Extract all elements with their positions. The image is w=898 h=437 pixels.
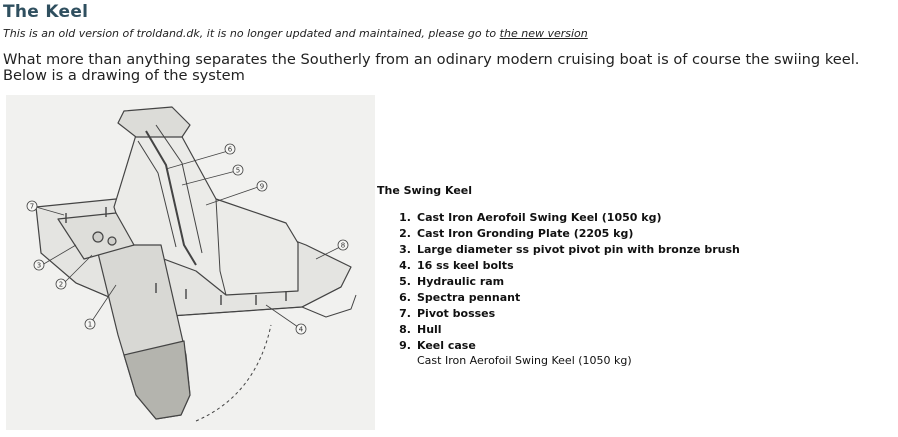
item-label: Hydraulic ram	[417, 275, 505, 288]
callout-label: 3	[36, 261, 42, 270]
callout-9	[257, 181, 267, 191]
new-version-link[interactable]: the new version	[499, 27, 588, 40]
swing-keel-caption: The Swing Keel	[377, 184, 473, 197]
pivot-boss	[108, 237, 116, 245]
list-item	[377, 306, 740, 322]
callout-2	[56, 279, 66, 289]
swing-arc	[196, 325, 271, 421]
callout-label: 5	[235, 166, 241, 175]
item-label: Hull	[417, 323, 442, 336]
list-item	[377, 290, 740, 306]
callout-label: 6	[227, 145, 233, 154]
pivot-boss	[93, 232, 103, 242]
callout-8	[338, 240, 348, 250]
item-number: 1.	[399, 211, 411, 224]
list-item	[377, 242, 740, 258]
item-number: 2.	[399, 227, 411, 240]
item-number: 8.	[399, 323, 411, 336]
list-item	[377, 338, 740, 354]
parts-list	[377, 210, 740, 354]
keel-illustration	[6, 95, 375, 430]
item-label: Pivot bosses	[417, 307, 496, 320]
page-title: The Keel	[3, 2, 89, 22]
item-label: Large diameter ss pivot pivot pin with bronze brush	[417, 243, 740, 256]
callout-label: 9	[259, 182, 265, 191]
callout-label: 4	[298, 325, 304, 334]
list-item	[377, 210, 740, 226]
keel-tip-shade	[124, 341, 190, 419]
callout-6	[225, 144, 235, 154]
item-number: 7.	[399, 307, 411, 320]
callout-label: 8	[340, 241, 346, 250]
item-label: Cast Iron Gronding Plate (2205 kg)	[417, 227, 634, 240]
item-label: Cast Iron Aerofoil Swing Keel (1050 kg)	[417, 211, 662, 224]
list-item	[377, 258, 740, 274]
callout-label: 7	[29, 202, 35, 211]
item-label: Spectra pennant	[417, 291, 521, 304]
notice-text: This is an old version of troldand.dk, it is no longer updated and maintained, please go to	[3, 27, 497, 40]
callout-label: 2	[58, 280, 64, 289]
item-number: 6.	[399, 291, 411, 304]
item-number: 4.	[399, 259, 411, 272]
callout-label: 1	[87, 320, 93, 329]
callout-7	[27, 201, 37, 211]
list-item	[377, 274, 740, 290]
item-number: 9.	[399, 339, 411, 352]
list-item	[377, 226, 740, 242]
item-number: 5.	[399, 275, 411, 288]
old-version-notice	[3, 27, 588, 40]
list-item	[377, 322, 740, 338]
item-number: 3.	[399, 243, 411, 256]
item-label: 16 ss keel bolts	[417, 259, 514, 272]
swing-keel-drawing	[6, 95, 375, 430]
intro-paragraph: What more than anything separates the Southerly from an odinary modern cruising boat is of course the swiing keel. Below is a drawing of the system	[3, 51, 860, 84]
callout-3	[34, 260, 44, 270]
callout-5	[233, 165, 243, 175]
keel-case-top	[118, 107, 190, 137]
callout-4	[296, 324, 306, 334]
keel-extra-line: Cast Iron Aerofoil Swing Keel (1050 kg)	[417, 354, 632, 367]
callout-1	[85, 319, 95, 329]
item-label: Keel case	[417, 339, 476, 352]
